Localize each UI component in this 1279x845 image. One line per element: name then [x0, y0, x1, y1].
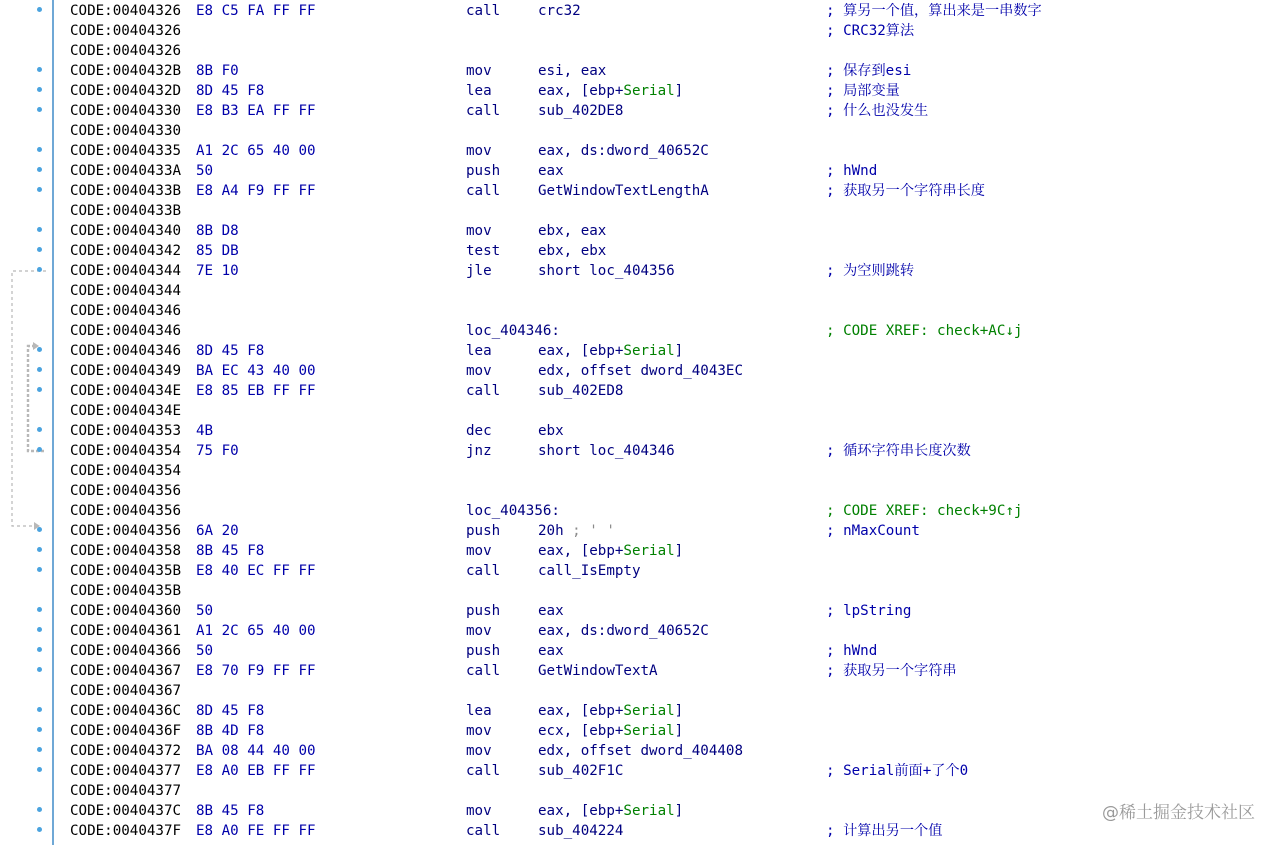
operand-text: eax: [538, 603, 564, 619]
comment: ; Serial前面+了个0: [826, 763, 969, 779]
listing-row[interactable]: [0, 81, 1279, 101]
mnemonic: call: [466, 823, 501, 839]
listing-row[interactable]: [0, 561, 1279, 581]
breakpoint-dot-icon[interactable]: [37, 747, 42, 752]
listing-row[interactable]: [0, 181, 1279, 201]
opcode-bytes: E8 85 EB FF FF: [196, 383, 316, 399]
listing-row[interactable]: [0, 1, 1279, 21]
operand-text: eax, [ebp+: [538, 543, 624, 559]
opcode-bytes: E8 B3 EA FF FF: [196, 103, 316, 119]
listing-row[interactable]: [0, 261, 1279, 281]
row-address: CODE:00404354: [70, 443, 182, 459]
operand-symbol[interactable]: Serial: [623, 803, 675, 819]
breakpoint-dot-icon[interactable]: [37, 447, 42, 452]
opcode-bytes: 85 DB: [196, 243, 239, 259]
listing-row[interactable]: [0, 201, 1279, 221]
listing-row[interactable]: [0, 21, 1279, 41]
mnemonic: jnz: [466, 443, 492, 459]
operands[interactable]: [538, 181, 709, 201]
mnemonic: mov: [466, 743, 492, 759]
opcode-bytes: 8B 45 F8: [196, 803, 265, 819]
operands[interactable]: [538, 141, 709, 161]
mnemonic: jle: [466, 263, 492, 279]
operand-symbol[interactable]: Serial: [623, 343, 675, 359]
opcode-bytes: E8 40 EC FF FF: [196, 563, 316, 579]
row-address: CODE:00404356: [70, 483, 182, 499]
comment: ; hWnd: [826, 163, 878, 179]
comment: ; 什么也没发生: [826, 103, 929, 119]
listing-row[interactable]: [0, 121, 1279, 141]
listing-row[interactable]: [0, 601, 1279, 621]
comment: ; hWnd: [826, 643, 878, 659]
row-address: CODE:00404372: [70, 743, 182, 759]
breakpoint-dot-icon[interactable]: [37, 167, 42, 172]
comment: ; 获取另一个字符串: [826, 663, 957, 679]
row-address: CODE:00404360: [70, 603, 182, 619]
listing-row[interactable]: [0, 761, 1279, 781]
comment: ; 获取另一个字符串长度: [826, 183, 985, 199]
operand-symbol[interactable]: Serial: [623, 543, 675, 559]
xref-comment[interactable]: ; CODE XREF: check+9C↑j: [826, 503, 1023, 519]
row-address: CODE:00404354: [70, 463, 182, 479]
mnemonic: call: [466, 3, 501, 19]
row-address: CODE:0040432D: [70, 83, 182, 99]
row-address: CODE:00404326: [70, 3, 182, 19]
listing-row[interactable]: [0, 61, 1279, 81]
listing-row[interactable]: [0, 741, 1279, 761]
mnemonic: lea: [466, 343, 492, 359]
operand-text: sub_402ED8: [538, 383, 624, 399]
comment: ; 保存到esi: [826, 63, 912, 79]
listing-row[interactable]: [0, 161, 1279, 181]
operand-symbol[interactable]: Serial: [623, 703, 675, 719]
listing-row[interactable]: [0, 621, 1279, 641]
operand-text: ]: [674, 343, 684, 359]
listing-row[interactable]: [0, 781, 1279, 801]
listing-row[interactable]: [0, 441, 1279, 461]
operands[interactable]: [538, 61, 606, 81]
operand-text: 20h: [538, 523, 573, 539]
mnemonic: push: [466, 523, 501, 539]
comment: ; CRC32算法: [826, 23, 915, 39]
mnemonic: push: [466, 163, 501, 179]
operands[interactable]: [538, 261, 675, 281]
operands[interactable]: [538, 221, 606, 241]
operands[interactable]: [538, 1, 581, 21]
opcode-bytes: E8 A0 FE FF FF: [196, 823, 316, 839]
listing-row[interactable]: [0, 141, 1279, 161]
mnemonic: mov: [466, 623, 492, 639]
breakpoint-dot-icon[interactable]: [37, 427, 42, 432]
row-address: CODE:0040436F: [70, 723, 182, 739]
mnemonic: push: [466, 603, 501, 619]
code-label[interactable]: loc_404346:: [466, 323, 560, 339]
row-address: CODE:0040433B: [70, 203, 182, 219]
operands[interactable]: [538, 521, 615, 541]
operand-text: eax, [ebp+: [538, 703, 624, 719]
operand-text: ebx, eax: [538, 223, 607, 239]
opcode-bytes: 75 F0: [196, 443, 239, 459]
row-address: CODE:0040435B: [70, 563, 182, 579]
mnemonic: mov: [466, 143, 492, 159]
listing-row[interactable]: [0, 221, 1279, 241]
listing-row[interactable]: [0, 281, 1279, 301]
row-address: CODE:0040437F: [70, 823, 182, 839]
operand-text: esi, eax: [538, 63, 607, 79]
listing-row[interactable]: [0, 801, 1279, 821]
mnemonic: call: [466, 763, 501, 779]
row-address: CODE:00404346: [70, 303, 182, 319]
watermark: @稀土掘金技术社区: [1102, 803, 1255, 823]
operands[interactable]: [538, 601, 564, 621]
row-address: CODE:00404377: [70, 783, 182, 799]
opcode-bytes: E8 A0 EB FF FF: [196, 763, 316, 779]
comment: ; 算另一个值，算出来是一串数字: [826, 3, 1042, 19]
listing-row[interactable]: [0, 481, 1279, 501]
operands[interactable]: [538, 561, 641, 581]
row-address: CODE:0040434E: [70, 383, 182, 399]
operand-text: eax, [ebp+: [538, 343, 624, 359]
listing-row[interactable]: [0, 521, 1279, 541]
row-address: CODE:00404366: [70, 643, 182, 659]
opcode-bytes: 50: [196, 603, 214, 619]
row-address: CODE:0040433B: [70, 183, 182, 199]
operands[interactable]: [538, 341, 683, 361]
row-address: CODE:00404356: [70, 523, 182, 539]
xref-comment[interactable]: ; CODE XREF: check+AC↓j: [826, 323, 1023, 339]
operands[interactable]: [538, 361, 743, 381]
operand-text: edx, offset dword_404408: [538, 743, 743, 759]
row-address: CODE:00404326: [70, 23, 182, 39]
operands[interactable]: [538, 641, 564, 661]
opcode-bytes: A1 2C 65 40 00: [196, 143, 316, 159]
comment: ; nMaxCount: [826, 523, 920, 539]
operand-text: eax, ds:dword_40652C: [538, 623, 709, 639]
opcode-bytes: 8B D8: [196, 223, 239, 239]
row-address: CODE:00404361: [70, 623, 182, 639]
listing-row[interactable]: [0, 301, 1279, 321]
listing-row[interactable]: [0, 681, 1279, 701]
comment: ; 计算出另一个值: [826, 823, 943, 839]
operand-text: crc32: [538, 3, 581, 19]
mnemonic: lea: [466, 703, 492, 719]
operands[interactable]: [538, 441, 675, 461]
mnemonic: call: [466, 563, 501, 579]
operands[interactable]: [538, 421, 564, 441]
mnemonic: dec: [466, 423, 492, 439]
listing-row[interactable]: [0, 821, 1279, 841]
breakpoint-dot-icon[interactable]: [37, 87, 42, 92]
row-address: CODE:0040435B: [70, 583, 182, 599]
breakpoint-dot-icon[interactable]: [37, 767, 42, 772]
operand-text: ]: [674, 803, 684, 819]
operand-char-comment: ; ' ': [572, 523, 615, 539]
comment: ; 局部变量: [826, 83, 900, 99]
operands[interactable]: [538, 541, 683, 561]
row-address: CODE:00404356: [70, 503, 182, 519]
row-address: CODE:0040437C: [70, 803, 182, 819]
opcode-bytes: E8 70 F9 FF FF: [196, 663, 316, 679]
opcode-bytes: 8B F0: [196, 63, 239, 79]
mnemonic: call: [466, 663, 501, 679]
listing-row[interactable]: [0, 641, 1279, 661]
opcode-bytes: 7E 10: [196, 263, 239, 279]
listing-row[interactable]: [0, 41, 1279, 61]
listing-row[interactable]: [0, 581, 1279, 601]
opcode-bytes: 4B: [196, 423, 214, 439]
mnemonic: mov: [466, 543, 492, 559]
listing-row[interactable]: [0, 421, 1279, 441]
breakpoint-dot-icon[interactable]: [37, 707, 42, 712]
operand-text: ebx, ebx: [538, 243, 607, 259]
operand-text: ecx, [ebp+: [538, 723, 624, 739]
opcode-bytes: BA 08 44 40 00: [196, 743, 316, 759]
operands[interactable]: [538, 741, 743, 761]
mnemonic: mov: [466, 63, 492, 79]
opcode-bytes: 50: [196, 643, 214, 659]
comment: ; 为空则跳转: [826, 263, 915, 279]
mnemonic: call: [466, 103, 501, 119]
mnemonic: call: [466, 383, 501, 399]
mnemonic: lea: [466, 83, 492, 99]
row-address: CODE:00404367: [70, 663, 182, 679]
row-address: CODE:00404330: [70, 103, 182, 119]
opcode-bytes: 50: [196, 163, 214, 179]
operand-text: edx, offset dword_4043EC: [538, 363, 743, 379]
row-address: CODE:00404349: [70, 363, 182, 379]
operand-text: call_IsEmpty: [538, 563, 641, 579]
operand-text: ]: [674, 543, 684, 559]
row-address: CODE:00404377: [70, 763, 182, 779]
operand-text: short loc_404346: [538, 443, 675, 459]
breakpoint-dot-icon[interactable]: [37, 667, 42, 672]
opcode-bytes: 8D 45 F8: [196, 703, 265, 719]
comment: ; lpString: [826, 603, 912, 619]
operand-text: eax, [ebp+: [538, 83, 624, 99]
breakpoint-dot-icon[interactable]: [37, 227, 42, 232]
opcode-bytes: 8B 45 F8: [196, 543, 265, 559]
opcode-bytes: 8D 45 F8: [196, 343, 265, 359]
operands[interactable]: [538, 241, 606, 261]
operands[interactable]: [538, 761, 623, 781]
breakpoint-dot-icon[interactable]: [37, 107, 42, 112]
mnemonic: mov: [466, 223, 492, 239]
operands[interactable]: [538, 661, 658, 681]
listing-row[interactable]: [0, 461, 1279, 481]
operand-text: ]: [674, 723, 684, 739]
row-address: CODE:0040434E: [70, 403, 182, 419]
row-address: CODE:00404346: [70, 323, 182, 339]
breakpoint-dot-icon[interactable]: [37, 727, 42, 732]
opcode-bytes: 8B 4D F8: [196, 723, 265, 739]
operands[interactable]: [538, 721, 683, 741]
row-address: CODE:00404340: [70, 223, 182, 239]
operands[interactable]: [538, 621, 709, 641]
operand-symbol[interactable]: Serial: [623, 723, 675, 739]
operand-text: GetWindowTextLengthA: [538, 183, 709, 199]
opcode-bytes: A1 2C 65 40 00: [196, 623, 316, 639]
listing-row[interactable]: [0, 341, 1279, 361]
operands[interactable]: [538, 161, 564, 181]
operand-text: sub_402F1C: [538, 763, 624, 779]
row-address: CODE:0040436C: [70, 703, 182, 719]
operand-text: ]: [674, 703, 684, 719]
operand-text: eax: [538, 643, 564, 659]
operand-symbol[interactable]: Serial: [623, 83, 675, 99]
mnemonic: test: [466, 243, 501, 259]
operands[interactable]: [538, 801, 683, 821]
operands[interactable]: [538, 101, 623, 121]
code-label[interactable]: loc_404356:: [466, 503, 560, 519]
opcode-bytes: E8 C5 FA FF FF: [196, 3, 316, 19]
opcode-bytes: E8 A4 F9 FF FF: [196, 183, 316, 199]
mnemonic: push: [466, 643, 501, 659]
mnemonic: mov: [466, 363, 492, 379]
listing-row[interactable]: [0, 381, 1279, 401]
row-address: CODE:00404367: [70, 683, 182, 699]
operands[interactable]: [538, 821, 623, 841]
row-address: CODE:00404335: [70, 143, 182, 159]
row-address: CODE:00404344: [70, 263, 182, 279]
breakpoint-dot-icon[interactable]: [37, 187, 42, 192]
row-address: CODE:00404353: [70, 423, 182, 439]
breakpoint-dot-icon[interactable]: [37, 267, 42, 272]
operand-text: sub_402DE8: [538, 103, 624, 119]
listing-row[interactable]: [0, 661, 1279, 681]
listing-row[interactable]: [0, 721, 1279, 741]
breakpoint-dot-icon[interactable]: [37, 827, 42, 832]
row-address: CODE:00404344: [70, 283, 182, 299]
operand-text: sub_404224: [538, 823, 624, 839]
breakpoint-dot-icon[interactable]: [37, 807, 42, 812]
breakpoint-dot-icon[interactable]: [37, 647, 42, 652]
mnemonic: call: [466, 183, 501, 199]
operand-text: eax, [ebp+: [538, 803, 624, 819]
operand-text: ]: [674, 83, 684, 99]
breakpoint-dot-icon[interactable]: [37, 367, 42, 372]
listing-row[interactable]: [0, 361, 1279, 381]
listing-row[interactable]: [0, 401, 1279, 421]
listing-row[interactable]: [0, 501, 1279, 521]
row-address: CODE:00404358: [70, 543, 182, 559]
operands[interactable]: [538, 381, 623, 401]
operand-text: eax: [538, 163, 564, 179]
breakpoint-dot-icon[interactable]: [37, 67, 42, 72]
row-address: CODE:0040433A: [70, 163, 182, 179]
breakpoint-dot-icon[interactable]: [37, 347, 42, 352]
row-address: CODE:00404342: [70, 243, 182, 259]
breakpoint-dot-icon[interactable]: [37, 527, 42, 532]
mnemonic: mov: [466, 803, 492, 819]
listing-row[interactable]: [0, 101, 1279, 121]
breakpoint-dot-icon[interactable]: [37, 627, 42, 632]
operand-text: GetWindowTextA: [538, 663, 658, 679]
opcode-bytes: 6A 20: [196, 523, 239, 539]
row-address: CODE:00404346: [70, 343, 182, 359]
operand-text: short loc_404356: [538, 263, 675, 279]
breakpoint-dot-icon[interactable]: [37, 387, 42, 392]
row-address: CODE:00404326: [70, 43, 182, 59]
breakpoint-dot-icon[interactable]: [37, 7, 42, 12]
row-address: CODE:00404330: [70, 123, 182, 139]
breakpoint-dot-icon[interactable]: [37, 567, 42, 572]
breakpoint-dot-icon[interactable]: [37, 247, 42, 252]
breakpoint-dot-icon[interactable]: [37, 147, 42, 152]
operands[interactable]: [538, 81, 683, 101]
row-address: CODE:0040432B: [70, 63, 182, 79]
comment: ; 循环字符串长度次数: [826, 443, 971, 459]
operand-text: ebx: [538, 423, 564, 439]
mnemonic: mov: [466, 723, 492, 739]
breakpoint-dot-icon[interactable]: [37, 607, 42, 612]
listing-row[interactable]: [0, 701, 1279, 721]
breakpoint-dot-icon[interactable]: [37, 547, 42, 552]
listing-row[interactable]: [0, 541, 1279, 561]
operand-text: eax, ds:dword_40652C: [538, 143, 709, 159]
opcode-bytes: BA EC 43 40 00: [196, 363, 316, 379]
listing-row[interactable]: [0, 321, 1279, 341]
operands[interactable]: [538, 701, 683, 721]
opcode-bytes: 8D 45 F8: [196, 83, 265, 99]
listing-row[interactable]: [0, 241, 1279, 261]
